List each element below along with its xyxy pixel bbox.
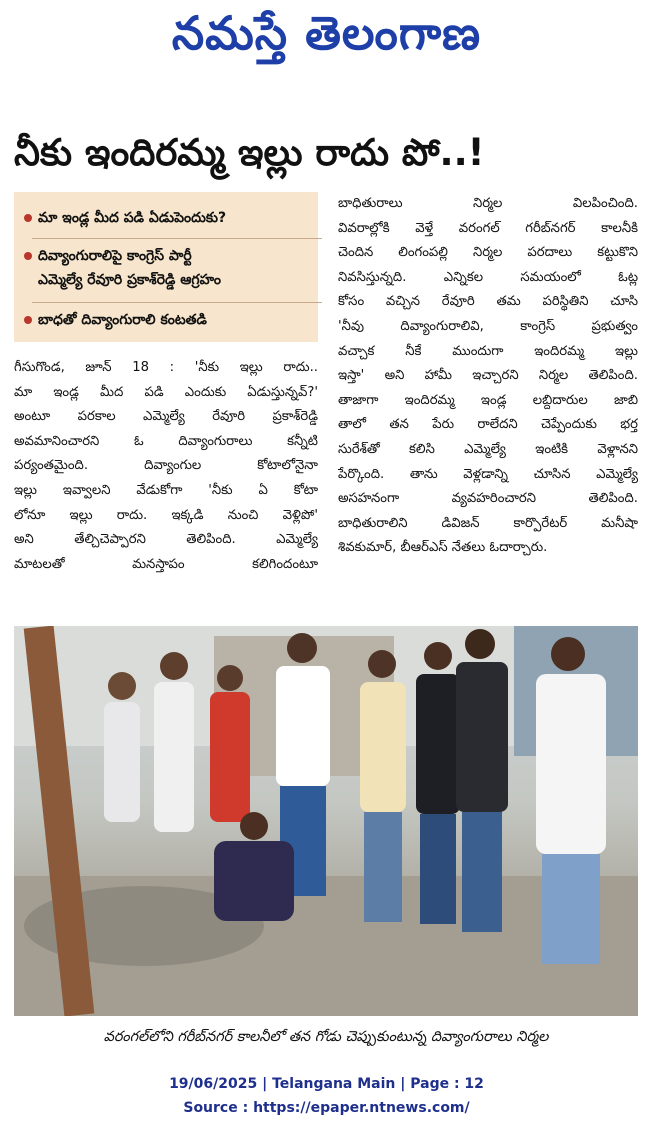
body-line: ఇస్తా' అని హామీ ఇచ్చారని నిర్మల తెలిపింది. (338, 368, 638, 384)
highlight-divider (32, 238, 322, 239)
highlight-text-continued: ఎమ్మెల్యే రేవూరి ప్రకాశ్‌రెడ్డి ఆగ్రహం (38, 272, 221, 288)
body-line: అని తేల్చిచెప్పారని తెలిపింది. ఎమ్మెల్యే (14, 532, 318, 548)
body-line: మాటలతో మనస్తాపం కలిగిందంటూ (14, 556, 318, 572)
body-line: శివకుమార్, బీఆర్‌ఎస్ నేతలు ఓదార్చారు. (338, 540, 548, 556)
body-line: అసహనంగా వ్యవహరించారని తెలిపింది. (338, 491, 638, 507)
bullet-icon (24, 214, 32, 222)
body-line: చెందిన లింగంపల్లి నిర్మల పరదాలు కట్టుకొని (338, 245, 638, 261)
highlight-item (24, 244, 316, 292)
source-link[interactable]: Source : https://epaper.ntnews.com/ (183, 1100, 470, 1116)
body-line: వివరాల్లోకి వెళ్తే వరంగల్ గరీబ్‌నగర్ కాలనీకి (338, 220, 638, 236)
body-line: మా ఇండ్ల మీద పడి ఎందుకు ఏడుస్తున్నవ్?' (14, 384, 318, 400)
photo-caption: వరంగల్‌లోని గరీబ్‌నగర్ కాలనీలో తన గోడు చెప్పుకుంటున్న దివ్యాంగురాలు నిర్మల (103, 1029, 549, 1045)
highlight-divider (32, 302, 322, 303)
news-photo (14, 626, 638, 1016)
body-line: తాలో తన పేరు రాలేదని చెప్పేందుకు భర్త (338, 417, 638, 433)
article-headline: నీకు ఇందిరమ్మ ఇల్లు రాదు పో..! (14, 131, 485, 174)
masthead-title: నమస్తే తెలంగాణ (171, 6, 482, 60)
body-line: పేర్కొంది. తాను వెళ్లడాన్ని చూసిన ఎమ్మెల్యే (338, 466, 638, 482)
highlight-text: బాధతో దివ్యాంగురాలి కంటతడి (38, 312, 207, 328)
highlight-item (24, 308, 316, 332)
article-column-right (338, 192, 638, 561)
body-line: 'నీవు దివ్యాంగురాలివి, కాంగ్రెస్ ప్రభుత్వం (338, 318, 638, 334)
highlight-text: మా ఇండ్ల మీద పడి ఏడుపెందుకు? (38, 210, 227, 226)
body-line: గీసుగొండ, జూన్ 18 : 'నీకు ఇల్లు రాదు.. (14, 360, 318, 375)
body-line: ఇల్లు ఇవ్వాలని వేడుకోగా 'నీకు ఏ కోటా (14, 482, 318, 498)
masthead (0, 0, 653, 78)
body-line: బాధితురాలు నిర్మల విలపించింది. (338, 196, 638, 211)
bullet-icon (24, 316, 32, 324)
body-line: నివసిస్తున్నది. ఎన్నికల సమయంలో ఓట్ల (338, 269, 638, 285)
body-line: వచ్చాక నీకే ముందుగా ఇందిరమ్మ ఇల్లు (338, 343, 638, 359)
highlights-box (14, 192, 318, 342)
body-line: అంటూ పరకాల ఎమ్మెల్యే రేవూరి ప్రకాశ్‌రెడ్డి (14, 409, 318, 425)
body-line: సురేశ్‌తో కలిసి ఎమ్మెల్యే ఇంటికి వెళ్లానని (338, 441, 638, 457)
bullet-icon (24, 252, 32, 260)
body-line: కోసం వచ్చిన రేవూరి తమ పరిస్థితిని చూసి (338, 294, 638, 310)
body-line: పర్యంతమైంది. దివ్యాంగుల కోటాలోనైనా (14, 458, 318, 474)
highlight-item (24, 206, 316, 230)
body-line: లోనూ ఇల్లు రాదు. ఇక్కడి నుంచి వెళ్లిపో' (14, 507, 318, 523)
highlight-text: దివ్యాంగురాలిపై కాంగ్రెస్ పార్టీ (38, 248, 192, 264)
body-line: తాజాగా ఇందిరమ్మ ఇండ్ల లబ్దిదారుల జాబి (338, 392, 638, 408)
article-column-left (14, 356, 318, 577)
news-photo-illustration (14, 626, 638, 1016)
body-line: బాధితురాలిని డివిజన్ కార్పొరేటర్ మనీషా (338, 515, 638, 531)
body-line: అవమానించారని ఓ దివ్యాంగురాలు కన్నీటి (14, 433, 318, 449)
edition-info: 19/06/2025 | Telangana Main | Page : 12 (169, 1076, 484, 1092)
